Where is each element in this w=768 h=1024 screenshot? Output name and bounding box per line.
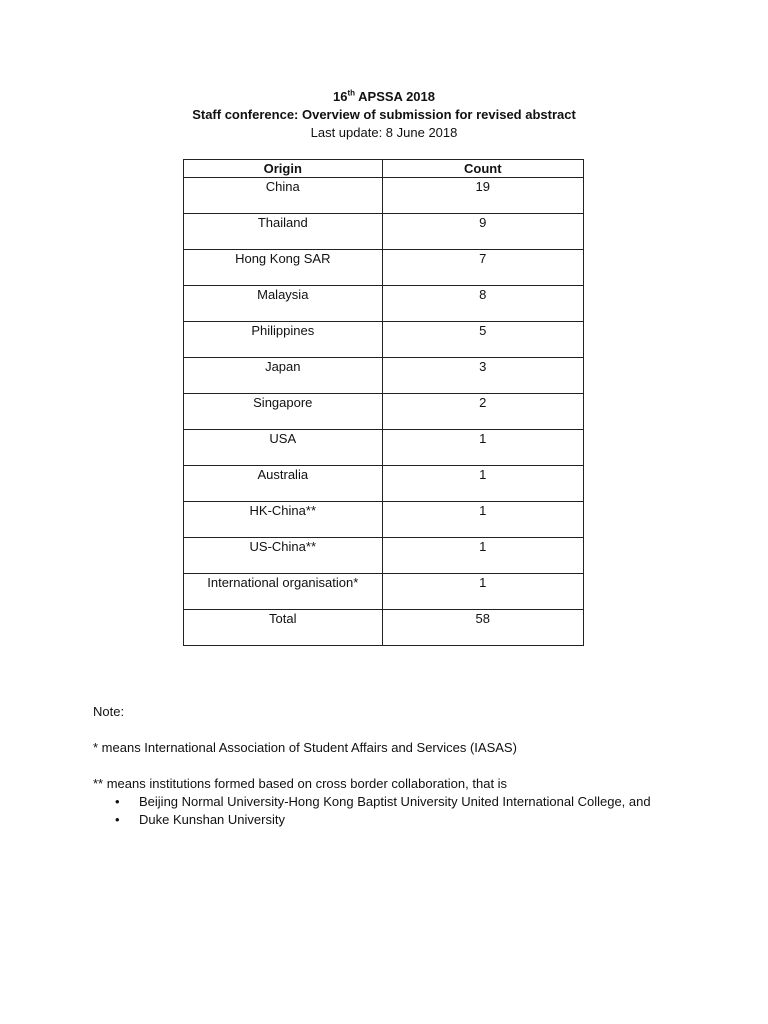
table-row [184, 538, 584, 574]
count-cell: 1 [382, 430, 583, 466]
origin-cell: US-China** [184, 538, 383, 574]
origin-cell: Philippines [184, 322, 383, 358]
count-cell: 7 [382, 250, 583, 286]
table-row [184, 610, 584, 646]
count-cell: 2 [382, 394, 583, 430]
table-header-row [184, 160, 584, 178]
table-row [184, 322, 584, 358]
list-item-text: Beijing Normal University-Hong Kong Baptist University United International College, and [139, 794, 651, 809]
table-row [184, 250, 584, 286]
last-update-text: Last update: 8 June 2018 [310, 125, 458, 140]
count-cell: 3 [382, 358, 583, 394]
list-item-text: Duke Kunshan University [139, 812, 285, 827]
count-column-header: Count [382, 160, 583, 178]
count-cell: 1 [382, 502, 583, 538]
count-cell: 19 [382, 178, 583, 214]
table-row [184, 358, 584, 394]
table-row [184, 502, 584, 538]
list-item [115, 811, 693, 829]
count-cell: 1 [382, 466, 583, 502]
table-body [184, 178, 584, 646]
origin-cell: USA [184, 430, 383, 466]
count-cell: 9 [382, 214, 583, 250]
table-row [184, 178, 584, 214]
origin-cell: Hong Kong SAR [184, 250, 383, 286]
table-row [184, 574, 584, 610]
origin-cell: Singapore [184, 394, 383, 430]
table-row [184, 430, 584, 466]
document-header [0, 88, 768, 142]
bullet-icon: • [115, 794, 120, 809]
table-row [184, 286, 584, 322]
title-rest: APSSA 2018 [355, 89, 435, 104]
origin-cell: Thailand [184, 214, 383, 250]
notes-section [93, 703, 693, 829]
bullet-icon: • [115, 812, 120, 827]
list-item [115, 793, 693, 811]
count-cell: 5 [382, 322, 583, 358]
institution-list [93, 793, 693, 829]
origin-cell: HK-China** [184, 502, 383, 538]
origin-cell: Japan [184, 358, 383, 394]
origin-column-header: Origin [184, 160, 383, 178]
title-number: 16 [333, 89, 348, 104]
submission-count-table [183, 159, 584, 646]
table-row [184, 214, 584, 250]
origin-cell: Australia [184, 466, 383, 502]
double-star-note: ** means institutions formed based on cross border collaboration, that is [93, 776, 508, 791]
origin-cell: Total [184, 610, 383, 646]
single-star-note: * means International Association of Student Affairs and Services (IASAS) [93, 740, 517, 755]
document-title [0, 88, 768, 106]
note-label: Note: [93, 704, 125, 719]
count-cell: 1 [382, 574, 583, 610]
document-subtitle: Staff conference: Overview of submission for revised abstract [192, 107, 576, 122]
count-cell: 1 [382, 538, 583, 574]
origin-cell: International organisation* [184, 574, 383, 610]
origin-cell: China [184, 178, 383, 214]
count-cell: 58 [382, 610, 583, 646]
table-row [184, 394, 584, 430]
title-ordinal-suffix: th [347, 88, 356, 98]
origin-cell: Malaysia [184, 286, 383, 322]
count-cell: 8 [382, 286, 583, 322]
table-row [184, 466, 584, 502]
